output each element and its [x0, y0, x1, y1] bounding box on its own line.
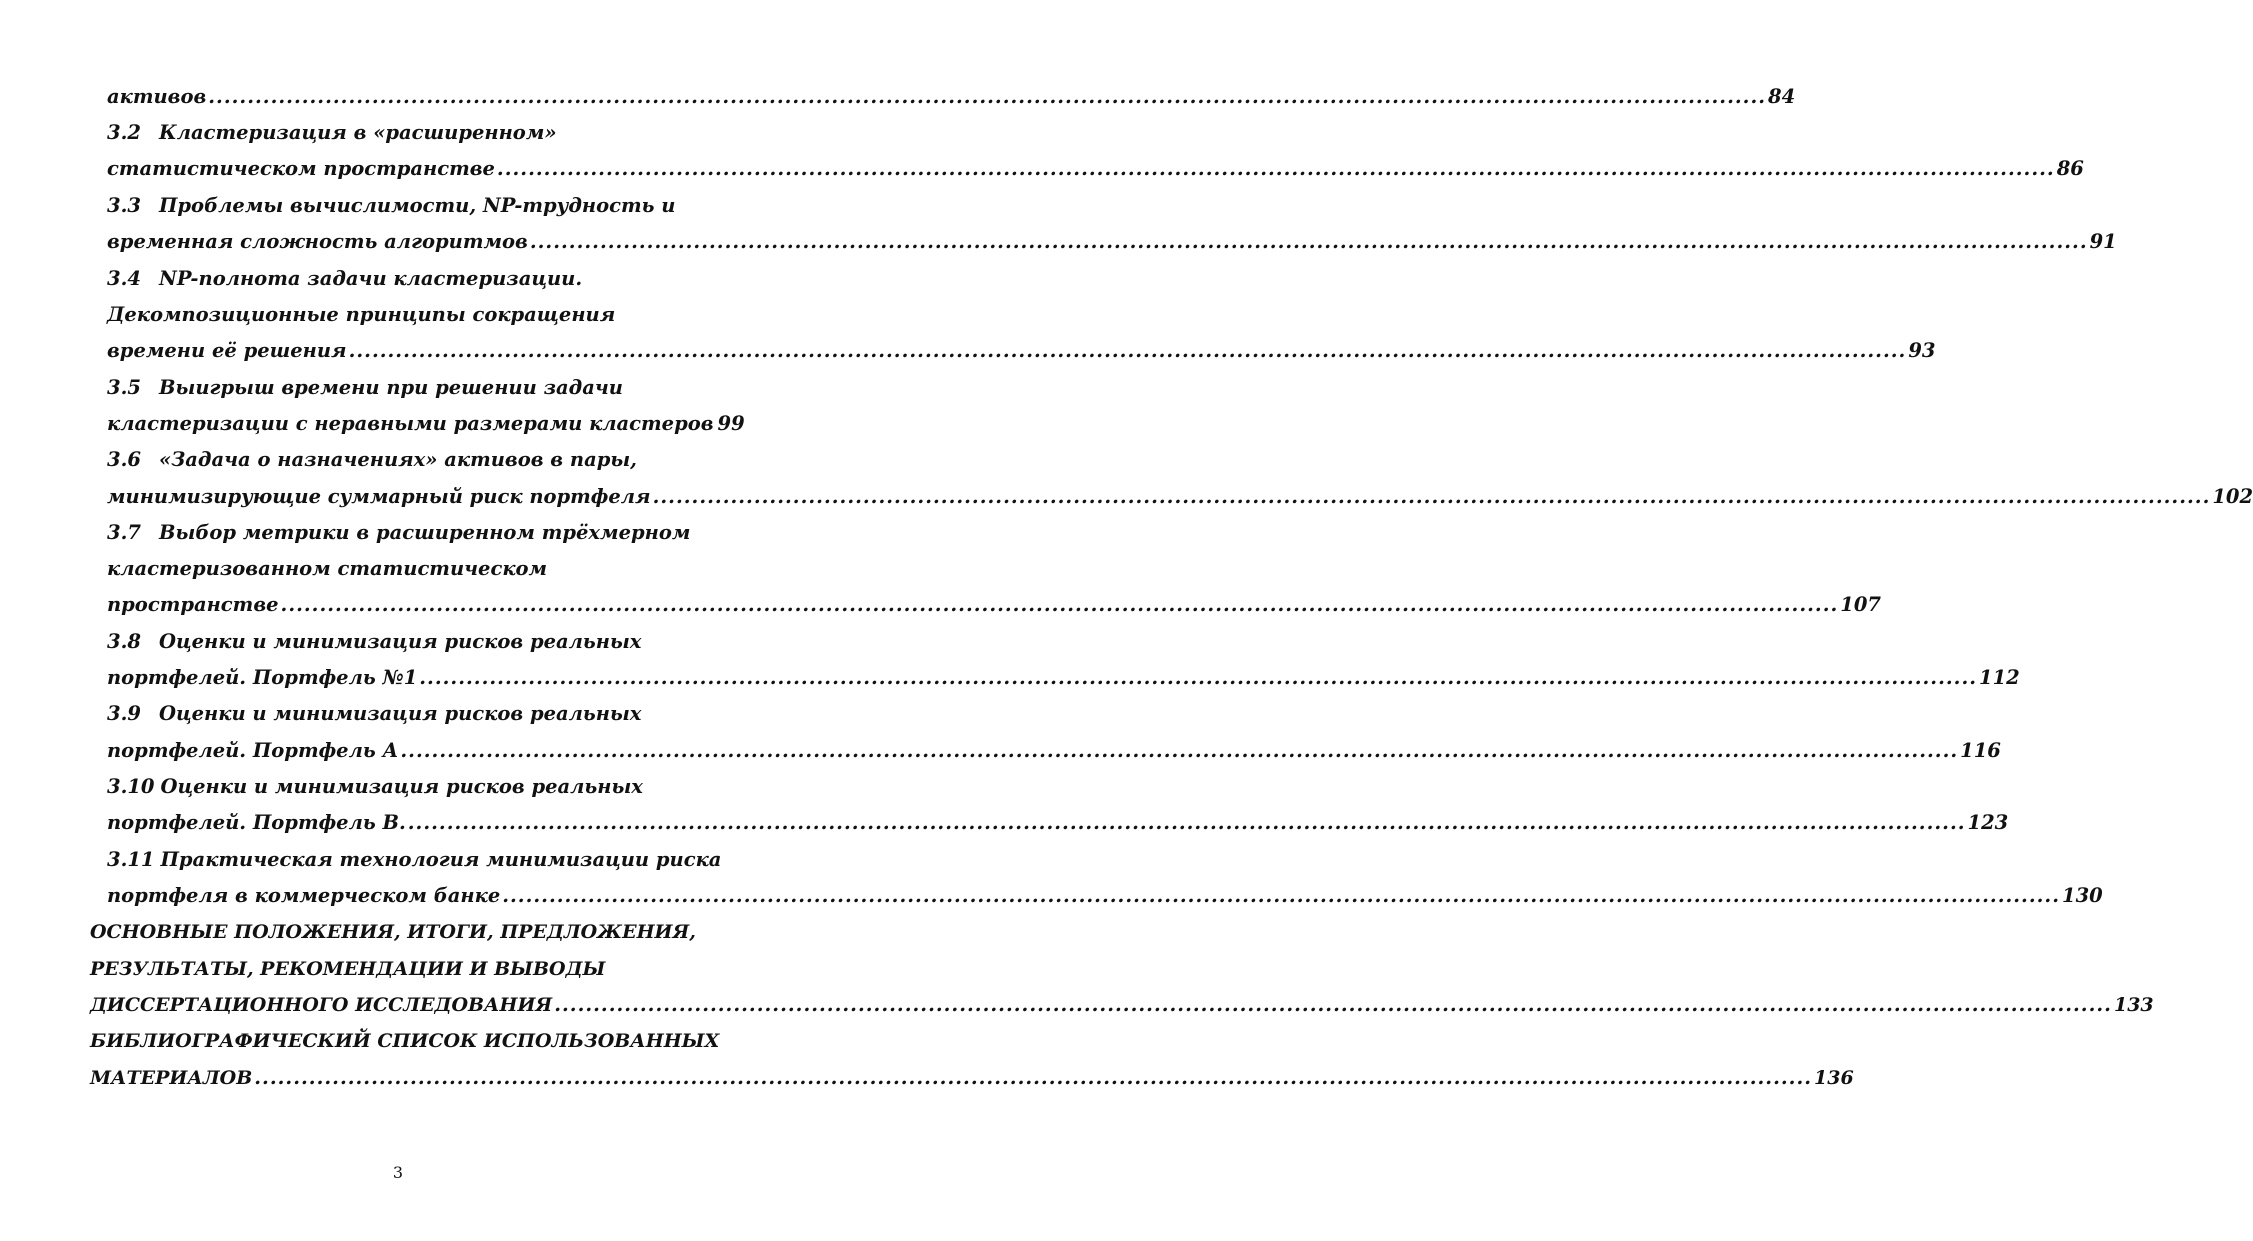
toc-page-number: 102 [2212, 485, 2253, 508]
dot-leader: ........................................................................................................................................................................................................ [407, 811, 1966, 834]
section-number: 3.11 [107, 848, 155, 871]
toc-line [107, 154, 2084, 184]
toc-entry-text: кластеризации с неравными размерами кластеров [107, 412, 714, 435]
dot-leader: ........................................................................................................................................................................................................ [280, 593, 1839, 616]
toc-line [90, 954, 605, 984]
toc-entry-text: Практическая технология минимизации риска [160, 848, 722, 871]
section-number: 3.5 [107, 376, 141, 399]
toc-line [107, 772, 643, 802]
toc-entry-text: Кластеризация в «расширенном» [159, 121, 557, 144]
toc-line [107, 845, 721, 875]
toc-page-number: 107 [1840, 593, 1882, 616]
toc-entry-text: БИБЛИОГРАФИЧЕСКИЙ СПИСОК ИСПОЛЬЗОВАННЫХ [90, 1030, 720, 1052]
toc-line [107, 627, 641, 657]
toc-line [107, 409, 745, 439]
toc-line [107, 699, 641, 729]
dot-leader: ........................................................................................................................................................................................................ [254, 1066, 1813, 1089]
toc-entry-text: минимизирующие суммарный риск портфеля [107, 485, 651, 508]
dot-leader: ........................................................................................................................................................................................................ [502, 884, 2060, 907]
toc-line [107, 191, 675, 221]
toc-page-number: 123 [1967, 811, 2009, 834]
toc-line [107, 482, 2253, 512]
toc-entry-text: портфеля в коммерческом банке [107, 884, 501, 907]
section-number: 3.10 [107, 775, 155, 798]
toc-page-number: 112 [1979, 666, 2020, 689]
dot-leader: ........................................................................................................................................................................................................ [419, 666, 1978, 689]
dot-leader: ........................................................................................................................................................................................................ [652, 485, 2211, 508]
toc-line [107, 881, 2103, 911]
toc-page-number: 99 [717, 412, 745, 435]
section-number: 3.8 [107, 630, 141, 653]
toc-entry-text: Оценки и минимизация рисков реальных [159, 702, 642, 725]
dot-leader: ........................................................................................................................................................................................................ [529, 230, 2088, 253]
toc-line [107, 808, 2009, 838]
toc-page-number: 116 [1960, 739, 2001, 762]
dot-leader: ........................................................................................................................................................................................................ [348, 339, 1907, 362]
toc-page-number: 93 [1908, 339, 1936, 362]
toc-line [107, 227, 2117, 257]
toc-entry-text: кластеризованном статистическом [107, 557, 548, 580]
toc-entry-text: NP-полнота задачи кластеризации. [159, 267, 583, 290]
toc-entry-text: МАТЕРИАЛОВ [90, 1067, 253, 1089]
toc-page-number: 133 [2113, 994, 2154, 1016]
section-number: 3.4 [107, 267, 141, 290]
toc-entry-text: Выигрыш времени при решении задачи [159, 376, 623, 399]
toc-entry-text: Декомпозиционные принципы сокращения [107, 303, 616, 326]
dot-leader: ........................................................................................................................................................................................................ [554, 993, 2112, 1016]
section-number: 3.3 [107, 194, 141, 217]
toc-entry-text: ДИССЕРТАЦИОННОГО ИССЛЕДОВАНИЯ [90, 994, 553, 1016]
toc-line [107, 445, 637, 475]
toc-entry-text: времени её решения [107, 339, 347, 362]
toc-entry-text: портфелей. Портфель В. [107, 811, 406, 834]
toc-line [90, 990, 2154, 1020]
toc-line [107, 264, 582, 294]
toc-entry-text: временная сложность алгоритмов [107, 230, 528, 253]
toc-page-number: 86 [2056, 157, 2084, 180]
toc-entry-text: портфелей. Портфель А [107, 739, 399, 762]
toc-line [107, 373, 623, 403]
toc-entry-text: РЕЗУЛЬТАТЫ, РЕКОМЕНДАЦИИ И ВЫВОДЫ [90, 958, 606, 980]
toc-page-number: 84 [1768, 85, 1796, 108]
page-number: 3 [392, 1163, 404, 1182]
toc-page-number: 136 [1814, 1067, 1854, 1089]
toc-entry-text: Выбор метрики в расширенном трёхмерном [159, 521, 691, 544]
toc-line [107, 736, 2001, 766]
toc-line [107, 554, 547, 584]
toc-entry-text: статистическом пространстве [107, 157, 495, 180]
dot-leader: ........................................................................................................................................................................................................ [208, 85, 1767, 108]
toc-line [107, 82, 1796, 112]
section-number: 3.2 [107, 121, 141, 144]
toc-line [90, 1026, 719, 1056]
toc-line [107, 300, 615, 330]
dot-leader: ........................................................................................................................................................................................................ [400, 739, 1959, 762]
toc-entry-text: активов [107, 85, 207, 108]
toc-line [107, 336, 1936, 366]
section-number: 3.7 [107, 521, 141, 544]
toc-entry-text: Оценки и минимизация рисков реальных [159, 630, 642, 653]
toc-entry-text: «Задача о назначениях» активов в пары, [159, 448, 637, 471]
toc-line [107, 118, 557, 148]
toc-entry-text: пространстве [107, 593, 279, 616]
toc-page-number: 91 [2089, 230, 2117, 253]
toc-line [107, 590, 1882, 620]
section-number: 3.9 [107, 702, 141, 725]
section-number: 3.6 [107, 448, 141, 471]
toc-entry-text: Проблемы вычислимости, NP-трудность и [159, 194, 676, 217]
toc-line [90, 1063, 1854, 1093]
toc-line [90, 917, 696, 947]
toc-page-number: 130 [2062, 884, 2103, 907]
toc-entry-text: ОСНОВНЫЕ ПОЛОЖЕНИЯ, ИТОГИ, ПРЕДЛОЖЕНИЯ, [90, 921, 696, 943]
dot-leader: ........................................................................................................................................................................................................ [496, 157, 2055, 180]
toc-line [107, 518, 690, 548]
toc-entry-text: Оценки и минимизация рисков реальных [160, 775, 643, 798]
toc-line [107, 663, 2020, 693]
toc-entry-text: портфелей. Портфель №1 [107, 666, 418, 689]
